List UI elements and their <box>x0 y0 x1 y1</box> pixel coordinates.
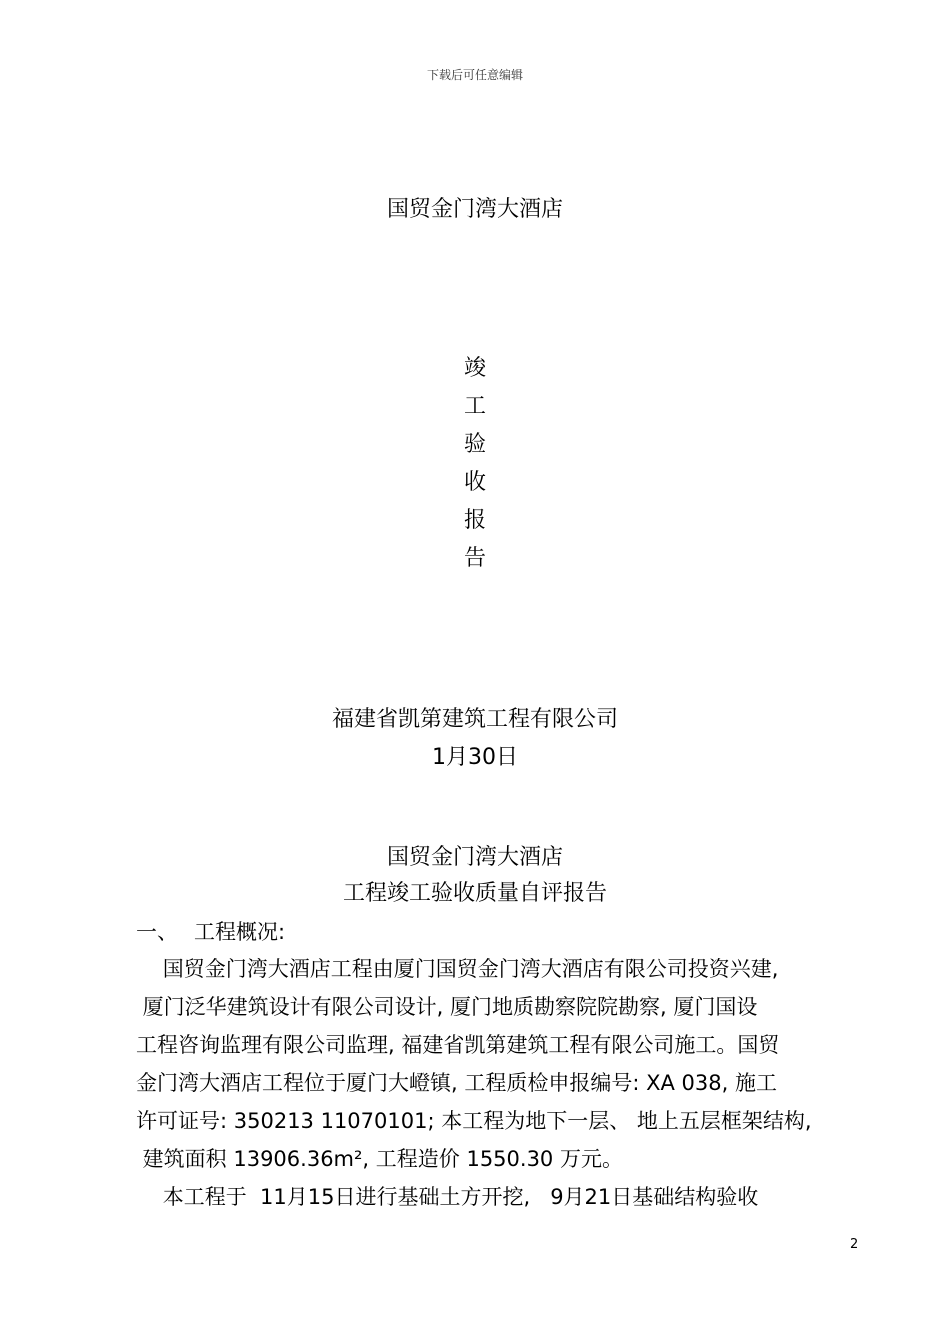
paragraph-line: 金门湾大酒店工程位于厦门大嶝镇, 工程质检申报编号: XA 038, 施工 <box>136 1071 777 1095</box>
paragraph-line: 本工程于 11月15日进行基础土方开挖, 9月21日基础结构验收 <box>136 1185 759 1209</box>
vertical-title-char: 工 <box>463 394 486 419</box>
cover-title: 国贸金门湾大酒店 <box>386 197 563 222</box>
section-number: 一、 <box>136 920 178 944</box>
header-note: 下载后可任意编辑 <box>426 68 523 82</box>
company-name: 福建省凯第建筑工程有限公司 <box>331 707 618 732</box>
report-title-line2: 工程竣工验收质量自评报告 <box>342 881 607 906</box>
paragraph-line: 工程咨询监理有限公司监理, 福建省凯第建筑工程有限公司施工。国贸 <box>136 1033 780 1057</box>
section-heading <box>136 916 285 946</box>
paragraph-line: 国贸金门湾大酒店工程由厦门国贸金门湾大酒店有限公司投资兴建, <box>136 957 779 981</box>
vertical-title-char: 告 <box>463 546 486 571</box>
page-number: 2 <box>850 1237 859 1252</box>
paragraph-line: 建筑面积 13906.36m², 工程造价 1550.30 万元。 <box>136 1147 623 1171</box>
vertical-title-char: 收 <box>463 470 486 495</box>
vertical-title <box>450 350 500 578</box>
section-heading-text: 工程概况: <box>194 920 286 944</box>
vertical-title-char: 验 <box>463 432 486 457</box>
report-title-line1: 国贸金门湾大酒店 <box>386 845 563 870</box>
vertical-title-char: 竣 <box>463 356 486 381</box>
paragraph-line: 厦门泛华建筑设计有限公司设计, 厦门地质勘察院院勘察, 厦门国设 <box>136 995 758 1019</box>
paragraph-line: 许可证号: 350213 11070101; 本工程为地下一层、 地上五层框架结构, <box>136 1109 812 1133</box>
vertical-title-char: 报 <box>463 508 486 533</box>
report-date: 1月30日 <box>432 745 518 770</box>
